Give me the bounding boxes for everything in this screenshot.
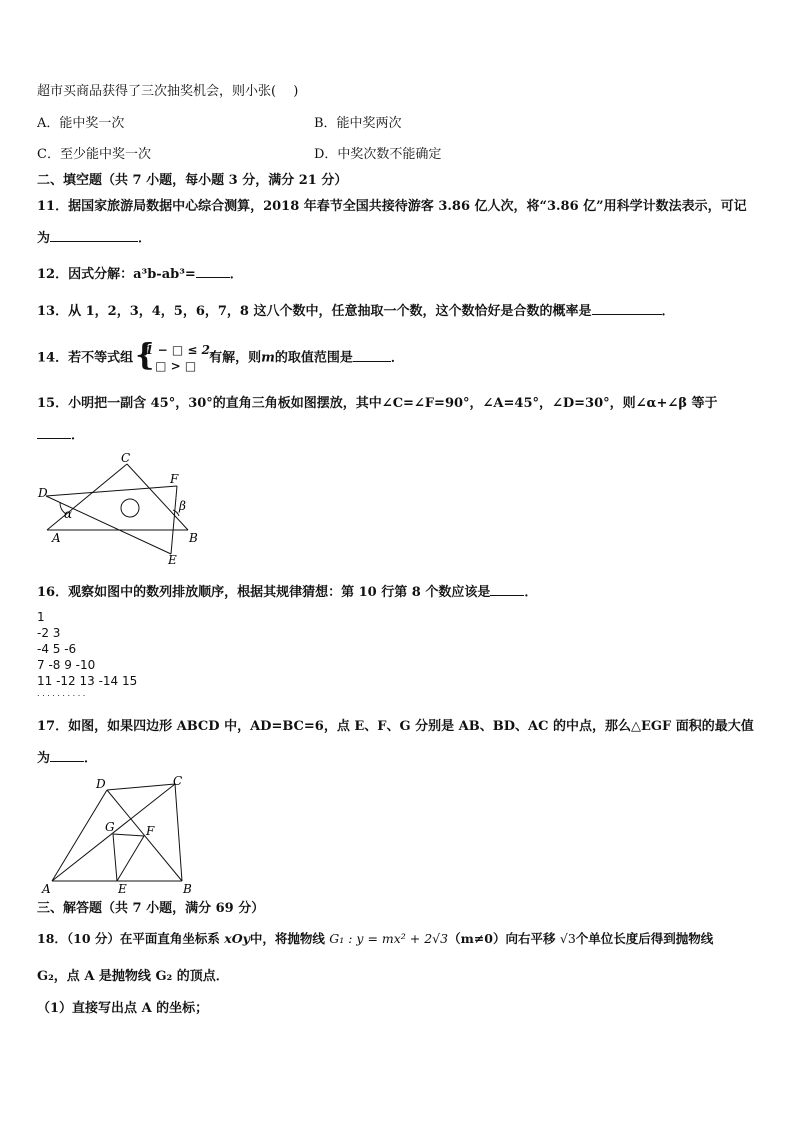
q11-suffix: ． [138, 231, 152, 246]
q13 [37, 302, 675, 321]
q17-line1: 17．如图，如果四边形 ABCD 中，AD=BC=6，点 E、F、G 分别是 AB、BD、AC 的中点，那么△EGF 面积的最大值 [37, 719, 754, 734]
q18-intro: 18．（10 分）在平面直角坐标系 [37, 931, 220, 946]
q17-line2 [37, 749, 97, 768]
q15-line2 [37, 426, 84, 445]
edge-fe [171, 486, 177, 554]
label-f: F [170, 472, 179, 486]
q14 [37, 338, 404, 373]
q15-line1: 15．小明把一副含 45°，30°的直角三角板如图摆放，其中∠C=∠F=90°，∠A=45°，∠D=30°，则∠α+∠β 等于 [37, 396, 718, 411]
q18-condition: （m≠0）向右平移 [448, 931, 556, 946]
figure-q15-triangles [30, 452, 210, 567]
label-beta: β [179, 499, 186, 513]
label-f: F [146, 824, 155, 838]
edge-cb [175, 784, 182, 881]
label-e: E [168, 553, 177, 567]
label-c: C [173, 774, 183, 788]
figure-q17-quadrilateral [36, 774, 206, 898]
section2-title: 二、填空题（共 7 小题，每小题 3 分，满分 21 分） [37, 173, 348, 188]
q14-end: ． [390, 350, 404, 366]
section3-title: 三、解答题（共 7 小题，满分 69 分） [37, 901, 265, 916]
segment-gf [113, 834, 144, 836]
q14-answer-blank[interactable] [353, 349, 391, 362]
q17-answer-blank[interactable] [50, 749, 84, 762]
q12-answer-blank[interactable] [196, 265, 230, 278]
q18-line1 [37, 930, 713, 948]
q13-answer-blank[interactable] [592, 302, 662, 315]
inequality-row1: 1 − □ ≤ 2, [145, 343, 215, 357]
q16-answer-blank[interactable] [490, 583, 524, 596]
label-alpha: α [64, 507, 73, 521]
number-row: 7 -8 9 -10 [37, 658, 96, 672]
q18-xoy: xOy [224, 931, 250, 946]
q14-var: m [261, 350, 275, 366]
q18-mid: 中，将抛物线 [249, 931, 325, 946]
edge-de [46, 496, 171, 554]
inequality-system [135, 338, 215, 373]
q18-tail: 个单位长度后得到抛物线 [575, 931, 714, 946]
q16-text: 16．观察如图中的数列排放顺序，根据其规律猜想：第 10 行第 8 个数应该是 [37, 585, 491, 600]
number-row: -2 3 [37, 626, 61, 640]
edge-ad [52, 790, 107, 881]
circle-hole [121, 499, 139, 517]
q18-formula-g1: G₁ : y = mx² + 2√3 [329, 931, 449, 946]
q13-suffix: ． [661, 304, 675, 319]
q14-post: 的取值范围是 [274, 350, 353, 366]
q15-suffix: ． [71, 428, 85, 443]
q14-mid: 有解，则 [209, 350, 262, 366]
edge-dc [107, 784, 175, 790]
q15-answer-blank[interactable] [37, 426, 71, 439]
brace-icon: { [135, 338, 155, 373]
q12-suffix: ． [229, 267, 243, 282]
q12 [37, 265, 243, 284]
q10-tail: 超市买商品获得了三次抽奖机会，则小张( ) [37, 84, 299, 99]
q12-text: 12．因式分解：a³b-ab³= [37, 267, 196, 282]
diagonal-bd [107, 790, 182, 881]
q11-prefix: 为 [37, 231, 51, 246]
label-g: G [105, 820, 115, 834]
q11-answer-blank[interactable] [50, 229, 138, 242]
label-d: D [38, 486, 48, 500]
q16-suffix: ． [524, 585, 538, 600]
number-row: 1 [37, 610, 45, 624]
edge-ac [47, 464, 127, 530]
q10-option-d: D．中奖次数不能确定 [314, 147, 442, 162]
q18-line2: G₂，点 A 是抛物线 G₂ 的顶点． [37, 969, 229, 984]
label-b: B [183, 882, 192, 896]
segment-fe [117, 836, 144, 881]
q14-text: 14．若不等式组 [37, 350, 134, 366]
label-e: E [118, 882, 127, 896]
number-row: -4 5 -6 [37, 642, 77, 656]
q11-line2 [37, 229, 151, 248]
label-d: D [96, 777, 106, 791]
q10-option-b: B．能中奖两次 [314, 116, 402, 131]
label-a: A [42, 882, 51, 896]
q18-shift: √3 [559, 931, 576, 946]
number-row: 11 -12 13 -14 15 [37, 674, 138, 688]
label-c: C [121, 452, 131, 465]
q17-prefix: 为 [37, 751, 51, 766]
q16 [37, 583, 537, 602]
inequality-row2: □ > □ [155, 359, 197, 373]
segment-eg [113, 834, 117, 881]
q17-suffix: ． [84, 751, 98, 766]
q11-line1: 11．据国家旅游局数据中心综合测算，2018 年春节全国共接待游客 3.86 亿人次，将“3.86 亿”用科学计数法表示，可记 [37, 199, 747, 214]
q18-sub1: （1）直接写出点 A 的坐标； [37, 1001, 209, 1016]
number-row: . . . . . . . . . . [37, 689, 86, 698]
label-a: A [52, 531, 61, 545]
q13-text: 13．从 1，2，3，4，5，6，7，8 这八个数中，任意抽取一个数，这个数恰好是合数的概率是 [37, 304, 592, 319]
edge-df [46, 486, 177, 496]
number-triangle [37, 609, 137, 699]
q10-option-a: A．能中奖一次 [37, 116, 125, 131]
label-b: B [189, 531, 198, 545]
q10-option-c: C．至少能中奖一次 [37, 147, 151, 162]
edge-cb [127, 464, 188, 530]
